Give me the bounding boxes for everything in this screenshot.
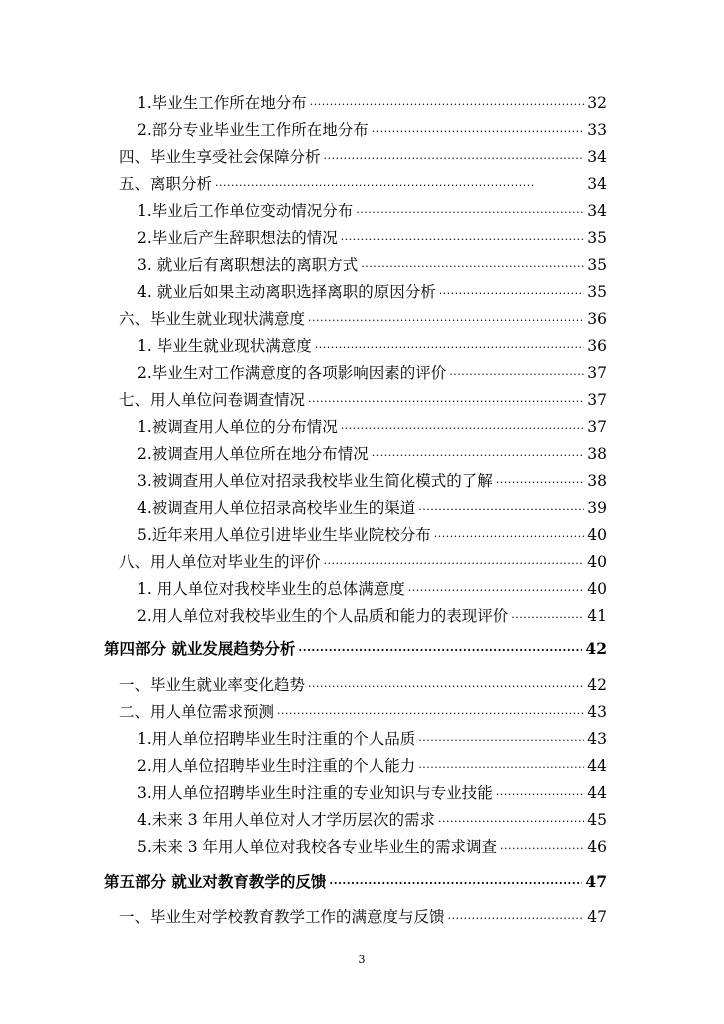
toc-entry[interactable] bbox=[137, 525, 607, 547]
toc-entry-title: 一、毕业生就业率变化趋势 bbox=[119, 676, 306, 694]
toc-entry-title: 1.毕业生工作所在地分布 bbox=[137, 94, 307, 112]
toc-entry-page: 38 bbox=[587, 445, 607, 463]
toc-entry[interactable] bbox=[119, 552, 607, 574]
toc-entry-page: 42 bbox=[585, 639, 607, 658]
toc-entry-page: 35 bbox=[587, 229, 607, 247]
toc-entry-title: 二、用人单位需求预测 bbox=[119, 703, 275, 721]
toc-leader-dots bbox=[449, 365, 584, 385]
toc-entry-title: 第五部分 就业对教育教学的反馈 bbox=[104, 872, 327, 891]
toc-entry[interactable] bbox=[119, 147, 607, 169]
toc-leader-dots bbox=[434, 527, 584, 547]
toc-entry-page: 42 bbox=[587, 676, 607, 694]
toc-leader-dots bbox=[341, 419, 584, 439]
toc-entry-page: 40 bbox=[587, 580, 607, 598]
toc-entry[interactable] bbox=[119, 309, 607, 331]
toc-entry-title: 2.用人单位对我校毕业生的个人品质和能力的表现评价 bbox=[137, 607, 509, 625]
toc-leader-dots bbox=[215, 176, 584, 196]
toc-entry-page: 45 bbox=[587, 811, 607, 829]
toc-entry-title: 2.毕业生对工作满意度的各项影响因素的评价 bbox=[137, 364, 447, 382]
toc-entry[interactable] bbox=[119, 907, 607, 929]
toc-entry-title: 1. 毕业生就业现状满意度 bbox=[137, 337, 312, 355]
toc-leader-dots bbox=[439, 284, 585, 304]
toc-leader-dots bbox=[418, 731, 584, 751]
toc-leader-dots bbox=[418, 758, 584, 778]
toc-entry[interactable] bbox=[119, 390, 607, 412]
toc-leader-dots bbox=[310, 95, 584, 115]
toc-entry-page: 36 bbox=[587, 337, 607, 355]
toc-entry-page: 38 bbox=[587, 472, 607, 490]
toc-entry-page: 41 bbox=[587, 607, 607, 625]
toc-entry-page: 33 bbox=[587, 121, 607, 139]
toc-entry-page: 46 bbox=[587, 838, 607, 856]
toc-entry-title: 2.被调查用人单位所在地分布情况 bbox=[137, 445, 369, 463]
toc-part-entry[interactable] bbox=[104, 639, 607, 661]
toc-leader-dots bbox=[329, 874, 582, 894]
toc-entry[interactable] bbox=[119, 702, 607, 724]
toc-entry-title: 5.未来 3 年用人单位对我校各专业毕业生的需求调查 bbox=[137, 838, 498, 856]
toc-entry-page: 37 bbox=[587, 418, 607, 436]
toc-entry-page: 32 bbox=[587, 94, 607, 112]
toc-entry-title: 五、离职分析 bbox=[119, 175, 213, 193]
toc-entry[interactable] bbox=[119, 174, 607, 196]
toc-entry-page: 40 bbox=[587, 553, 607, 571]
toc-entry-title: 七、用人单位问卷调查情况 bbox=[119, 391, 306, 409]
toc-entry[interactable] bbox=[137, 729, 607, 751]
toc-entry-title: 5.近年来用人单位引进毕业生毕业院校分布 bbox=[137, 526, 431, 544]
toc-entry[interactable] bbox=[137, 120, 607, 142]
toc-entry-title: 4. 就业后如果主动离职选择离职的原因分析 bbox=[137, 283, 436, 301]
toc-leader-dots bbox=[277, 704, 584, 724]
toc-entry-title: 2.用人单位招聘毕业生时注重的个人能力 bbox=[137, 757, 416, 775]
toc-leader-dots bbox=[308, 392, 584, 412]
toc-entry-page: 37 bbox=[587, 391, 607, 409]
toc-entry-title: 1.被调查用人单位的分布情况 bbox=[137, 418, 338, 436]
toc-leader-dots bbox=[298, 641, 582, 661]
toc-entry-title: 3.被调查用人单位对招录我校毕业生简化模式的了解 bbox=[137, 472, 493, 490]
toc-entry-page: 47 bbox=[585, 872, 607, 891]
toc-leader-dots bbox=[511, 608, 584, 628]
toc-leader-dots bbox=[372, 446, 584, 466]
toc-entry-title: 1.毕业后工作单位变动情况分布 bbox=[137, 202, 354, 220]
toc-entry-page: 35 bbox=[587, 283, 607, 301]
toc-leader-dots bbox=[496, 785, 584, 805]
toc-entry[interactable] bbox=[137, 606, 607, 628]
toc-leader-dots bbox=[324, 554, 585, 574]
toc-leader-dots bbox=[341, 230, 584, 250]
toc-leader-dots bbox=[500, 839, 584, 859]
toc-entry-title: 2.毕业后产生辞职想法的情况 bbox=[137, 229, 338, 247]
toc-leader-dots bbox=[308, 311, 584, 331]
toc-entry-title: 1. 用人单位对我校毕业生的总体满意度 bbox=[137, 580, 405, 598]
toc-leader-dots bbox=[448, 909, 585, 929]
toc-entry-page: 36 bbox=[587, 310, 607, 328]
toc-entry-page: 34 bbox=[587, 148, 607, 166]
page-number: 3 bbox=[358, 953, 366, 966]
toc-entry[interactable] bbox=[137, 255, 607, 277]
toc-leader-dots bbox=[361, 257, 584, 277]
toc-entry-title: 四、毕业生享受社会保障分析 bbox=[119, 148, 321, 166]
toc-entry-title: 3. 就业后有离职想法的离职方式 bbox=[137, 256, 359, 274]
toc-entry[interactable] bbox=[137, 201, 607, 223]
toc-entry-page: 40 bbox=[587, 526, 607, 544]
toc-entry-page: 34 bbox=[587, 175, 607, 193]
toc-leader-dots bbox=[372, 122, 584, 142]
toc-entry-title: 4.未来 3 年用人单位对人才学历层次的需求 bbox=[137, 811, 436, 829]
toc-leader-dots bbox=[315, 338, 585, 358]
toc-entry[interactable] bbox=[137, 444, 607, 466]
toc-entry[interactable] bbox=[137, 336, 607, 358]
toc-entry-page: 44 bbox=[587, 757, 607, 775]
toc-leader-dots bbox=[356, 203, 584, 223]
toc-entry-title: 八、用人单位对毕业生的评价 bbox=[119, 553, 321, 571]
toc-entry-title: 3.用人单位招聘毕业生时注重的专业知识与专业技能 bbox=[137, 784, 493, 802]
toc-entry[interactable] bbox=[119, 675, 607, 697]
toc-entry[interactable] bbox=[137, 417, 607, 439]
toc-entry-page: 39 bbox=[587, 499, 607, 517]
toc-entry-page: 43 bbox=[587, 730, 607, 748]
toc-entry-page: 35 bbox=[587, 256, 607, 274]
toc-entry-title: 1.用人单位招聘毕业生时注重的个人品质 bbox=[137, 730, 416, 748]
toc-entry[interactable] bbox=[137, 837, 607, 859]
toc-entry[interactable] bbox=[137, 228, 607, 250]
toc-entry-title: 六、毕业生就业现状满意度 bbox=[119, 310, 306, 328]
toc-entry[interactable] bbox=[137, 498, 607, 520]
toc-leader-dots bbox=[496, 473, 584, 493]
toc-entry[interactable] bbox=[137, 579, 607, 601]
toc-leader-dots bbox=[408, 581, 585, 601]
toc-entry-page: 47 bbox=[587, 908, 607, 926]
toc-entry-title: 4.被调查用人单位招录高校毕业生的渠道 bbox=[137, 499, 416, 517]
toc-entry[interactable] bbox=[137, 93, 607, 115]
toc-entry-title: 一、毕业生对学校教育教学工作的满意度与反馈 bbox=[119, 908, 445, 926]
toc-entry[interactable] bbox=[137, 783, 607, 805]
toc-entry-page: 37 bbox=[587, 364, 607, 382]
toc-entry-title: 2.部分专业毕业生工作所在地分布 bbox=[137, 121, 369, 139]
toc-entry[interactable] bbox=[137, 756, 607, 778]
toc-part-entry[interactable] bbox=[104, 872, 607, 894]
toc-entry[interactable] bbox=[137, 282, 607, 304]
toc-leader-dots bbox=[308, 677, 584, 697]
toc-entry[interactable] bbox=[137, 471, 607, 493]
toc-entry-page: 44 bbox=[587, 784, 607, 802]
toc-entry[interactable] bbox=[137, 810, 607, 832]
toc-entry-page: 34 bbox=[587, 202, 607, 220]
toc-leader-dots bbox=[438, 812, 584, 832]
toc-leader-dots bbox=[418, 500, 584, 520]
toc-entry-page: 43 bbox=[587, 703, 607, 721]
toc-entry[interactable] bbox=[137, 363, 607, 385]
toc-entry-title: 第四部分 就业发展趋势分析 bbox=[104, 639, 296, 658]
toc-leader-dots bbox=[324, 149, 585, 169]
